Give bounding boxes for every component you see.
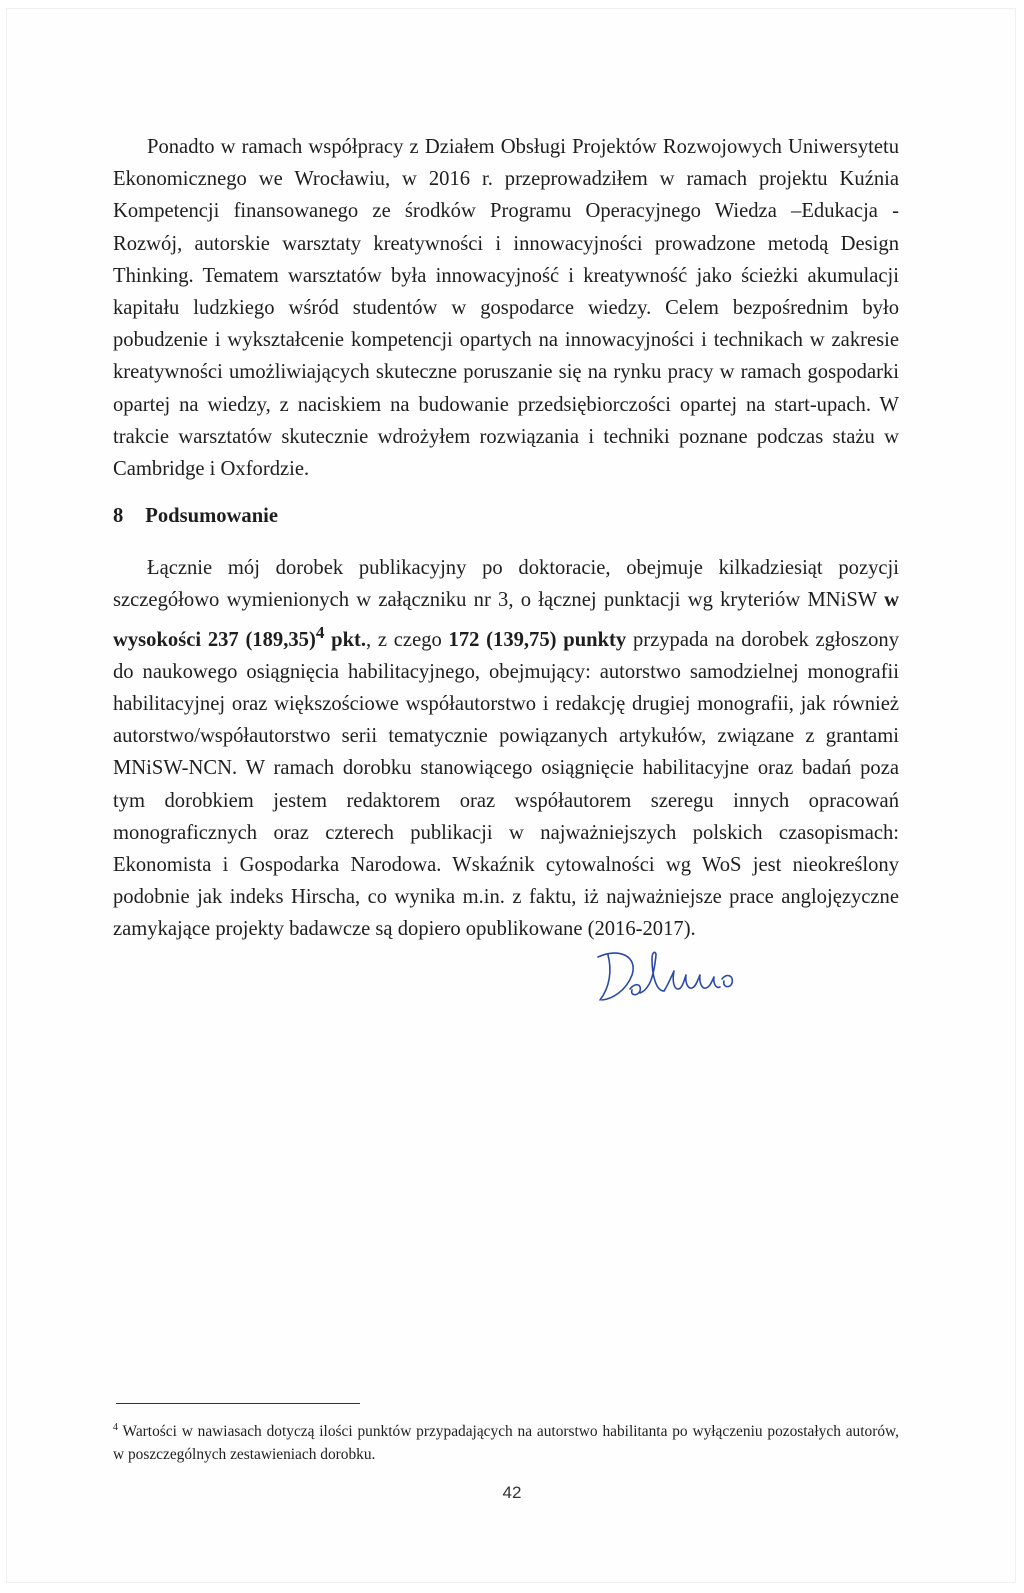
summary-bold-2: pkt. (324, 628, 367, 651)
section-heading (113, 500, 899, 532)
paragraph-workshops: Ponadto w ramach współpracy z Działem Obsługi Projektów Rozwojowych Uniwersytetu Ekonomicznego we Wrocławiu, w 2016 r. przeprowadziłem w ramach projektu Kuźnia Kompetencji finansowanego ze środków Programu Operacyjnego Wiedza –Edukacja - Rozwój, autorskie warsztaty kreatywności i innowacyjności prowadzone metodą Design Thinking. Tematem warsztatów była innowacyjność i kreatywność jako ścieżki akumulacji kapitału ludzkiego wśród studentów w gospodarce wiedzy. Celem bezpośrednim było pobudzenie i wykształcenie kompetencji opartych na innowacyjności i technikach w zakresie kreatywności umożliwiających skuteczne poruszanie się na rynku pracy w ramach gospodarki opartej na wiedzy, z naciskiem na budowanie przedsiębiorczości opartej na start-upach. W trakcie warsztatów skutecznie wdrożyłem rozwiązania i techniki poznane podczas stażu w Cambridge i Oxfordzie. (113, 136, 899, 481)
summary-text-1: Łącznie mój dorobek publikacyjny po doktoracie, obejmuje kilkadziesiąt pozycji szczegółowo wymienionych w załączniku nr 3, o łącznej punktacji wg kryteriów MNiSW (113, 557, 899, 612)
footnote-reference: 4 (315, 622, 325, 642)
summary-text-3: przypada na dorobek zgłoszony do naukowego osiągnięcia habilitacyjnego, obejmujący: autorstwo samodzielnej monografii habilitacyjnej oraz większościowe współautorstwo i redakcję drugiej monografii, jak również autorstwo/współautorstwo serii tematycznie powiązanych artykułów, związane z grantami MNiSW-NCN. W ramach dorobku stanowiącego osiągnięcie habilitacyjne oraz badań poza tym dorobkiem jestem redaktorem oraz współautorem szeregu innych opracowań monograficznych oraz czterech publikacji w najważniejszych polskich czasopismach: Ekonomista i Gospodarka Narodowa. Wskaźnik cytowalności wg WoS jest nieokreślony podobnie jak indeks Hirscha, co wynika m.in. z faktu, iż najważniejsze prace anglojęzyczne zamykające projekty badawcze są dopiero opublikowane (2016-2017). (113, 628, 900, 941)
summary-bold-3: 172 (139,75) punkty (448, 628, 627, 651)
footnote-text: Wartości w nawiasach dotyczą ilości punktów przypadających na autorstwo habilitanta po wyłączeniu pozostałych autorów, w poszczególnych zestawieniach dorobku. (113, 1423, 899, 1464)
page-number: 42 (502, 1483, 522, 1502)
summary-text-2: , z czego (366, 628, 449, 651)
summary-bold-1: w wysokości 237 (189,35) (113, 589, 899, 651)
handwritten-signature (590, 945, 790, 1005)
footnote (113, 1416, 899, 1466)
paragraph-summary (113, 552, 899, 945)
page-body (113, 131, 899, 946)
footnote-marker: 4 (113, 1422, 118, 1433)
footnote-separator (116, 1403, 360, 1404)
section-number: 8 (113, 505, 124, 528)
section-title: Podsumowanie (145, 505, 279, 528)
